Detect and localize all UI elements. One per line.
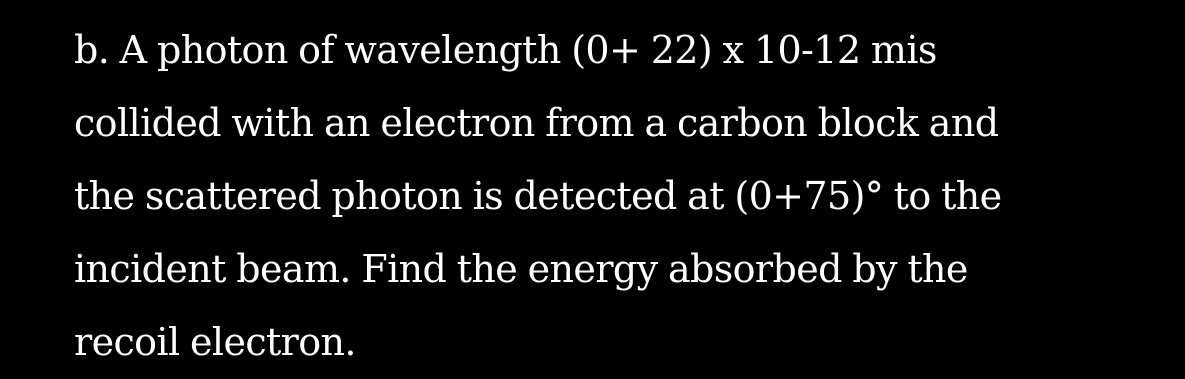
question-line-4: incident beam. Find the energy absorbed by the bbox=[74, 247, 968, 291]
question-line-5: recoil electron. bbox=[74, 320, 356, 364]
question-line-3: the scattered photon is detected at (0+75)° to the bbox=[74, 174, 1002, 218]
question-line-1: b. A photon of wavelength (0+ 22) x 10-12 mis bbox=[74, 28, 937, 72]
question-line-2: collided with an electron from a carbon block and bbox=[74, 101, 999, 145]
question-text bbox=[74, 14, 1164, 379]
